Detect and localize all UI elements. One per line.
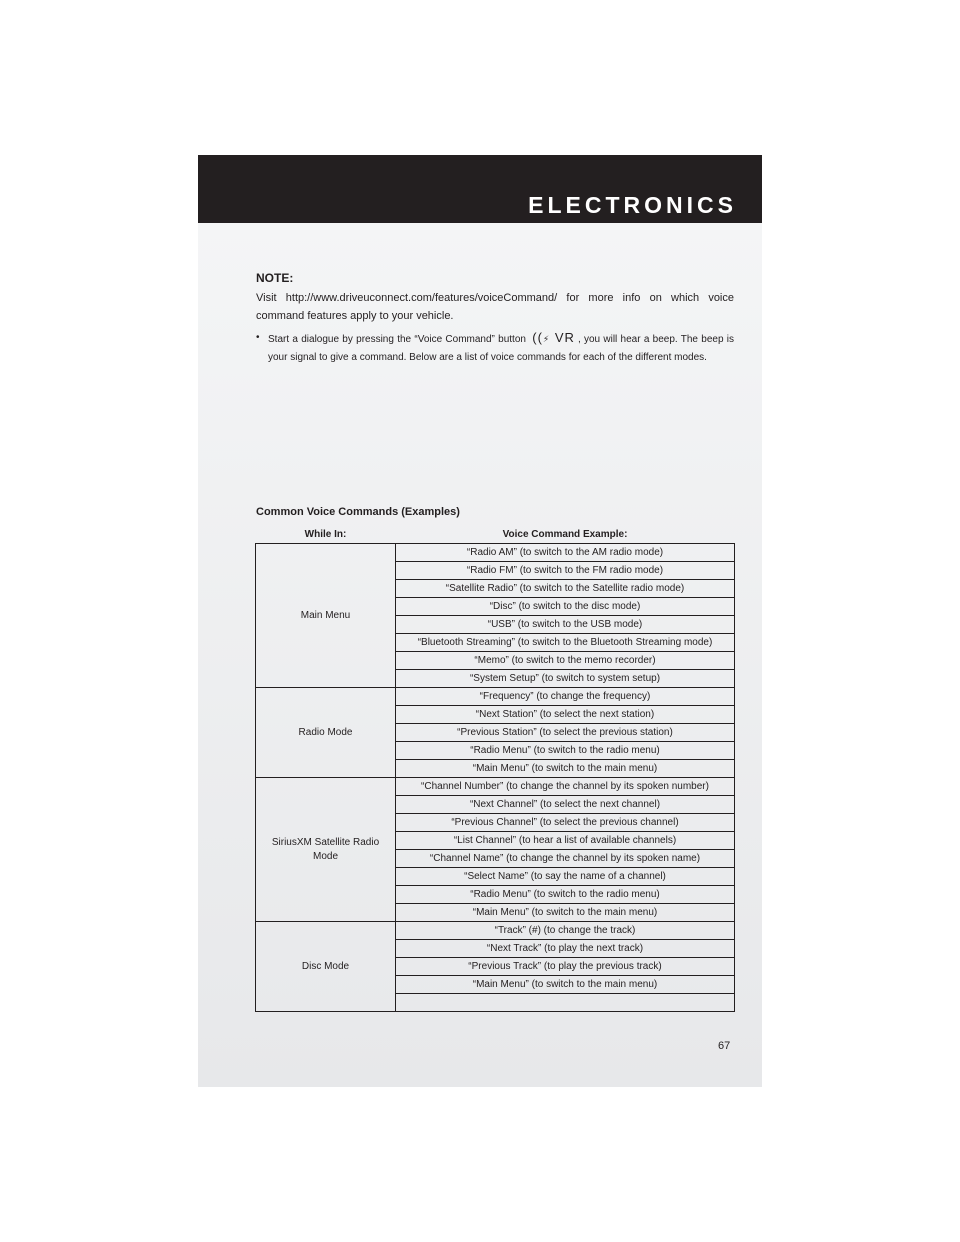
command-cell: “Radio Menu” (to switch to the radio menu): [396, 886, 735, 904]
table-row: [256, 922, 735, 940]
page-number: 67: [718, 1040, 731, 1052]
command-cell: “System Setup” (to switch to system setup): [396, 670, 735, 688]
command-cell: “Disc” (to switch to the disc mode): [396, 598, 735, 616]
mode-cell: Disc Mode: [256, 922, 396, 1012]
command-cell: “Memo” (to switch to the memo recorder): [396, 652, 735, 670]
mode-cell: SiriusXM Satellite Radio Mode: [256, 778, 396, 922]
table-row: [256, 688, 735, 706]
bullet-dot: •: [256, 332, 260, 343]
command-cell: “Next Station” (to select the next station): [396, 706, 735, 724]
command-cell: “Frequency” (to change the frequency): [396, 688, 735, 706]
bullet-text-before: Start a dialogue by pressing the “Voice Command” button: [268, 334, 526, 345]
note-text: Visit http://www.driveuconnect.com/features/voiceCommand/ for more info on which voice command features apply to your vehicle.: [256, 292, 734, 322]
command-cell: “Radio FM” (to switch to the FM radio mode): [396, 562, 735, 580]
mode-cell: Radio Mode: [256, 688, 396, 778]
section-title: ELECTRONICS: [528, 192, 737, 218]
table-row: [256, 544, 735, 562]
command-cell: “Main Menu” (to switch to the main menu): [396, 976, 735, 994]
bullet-text-after: , you will hear a beep. The beep is your signal to give a command. Below are a list of voice commands for each of the different modes.: [268, 334, 734, 363]
command-cell: “Previous Station” (to select the previous station): [396, 724, 735, 742]
col-header-command: Voice Command Example:: [396, 525, 735, 544]
bullet-item: [256, 329, 734, 367]
command-cell: “Satellite Radio” (to switch to the Satellite radio mode): [396, 580, 735, 598]
command-cell: “Next Channel” (to select the next channel): [396, 796, 735, 814]
command-cell: “List Channel” (to hear a list of available channels): [396, 832, 735, 850]
command-cell: “Radio AM” (to switch to the AM radio mode): [396, 544, 735, 562]
command-cell: “Track” (#) (to change the track): [396, 922, 735, 940]
table-header-row: [256, 525, 735, 544]
col-header-mode: While In:: [256, 525, 396, 544]
command-cell: “Bluetooth Streaming” (to switch to the Bluetooth Streaming mode): [396, 634, 735, 652]
command-cell: “Channel Name” (to change the channel by its spoken name): [396, 850, 735, 868]
note-label: NOTE:: [256, 271, 294, 285]
voice-command-icon: ((⚡ VR: [532, 330, 575, 345]
vr-label: VR: [554, 330, 575, 345]
command-cell: “Channel Number” (to change the channel by its spoken number): [396, 778, 735, 796]
command-cell: [396, 994, 735, 1012]
command-cell: “Main Menu” (to switch to the main menu): [396, 904, 735, 922]
command-cell: “USB” (to switch to the USB mode): [396, 616, 735, 634]
mode-cell: Main Menu: [256, 544, 396, 688]
voice-commands-table: [255, 525, 735, 1012]
command-cell: “Select Name” (to say the name of a channel): [396, 868, 735, 886]
table-title: Common Voice Commands (Examples): [256, 506, 460, 518]
command-cell: “Previous Track” (to play the previous track): [396, 958, 735, 976]
command-cell: “Main Menu” (to switch to the main menu): [396, 760, 735, 778]
table-row: [256, 778, 735, 796]
command-cell: “Previous Channel” (to select the previous channel): [396, 814, 735, 832]
command-cell: “Radio Menu” (to switch to the radio menu): [396, 742, 735, 760]
command-cell: “Next Track” (to play the next track): [396, 940, 735, 958]
